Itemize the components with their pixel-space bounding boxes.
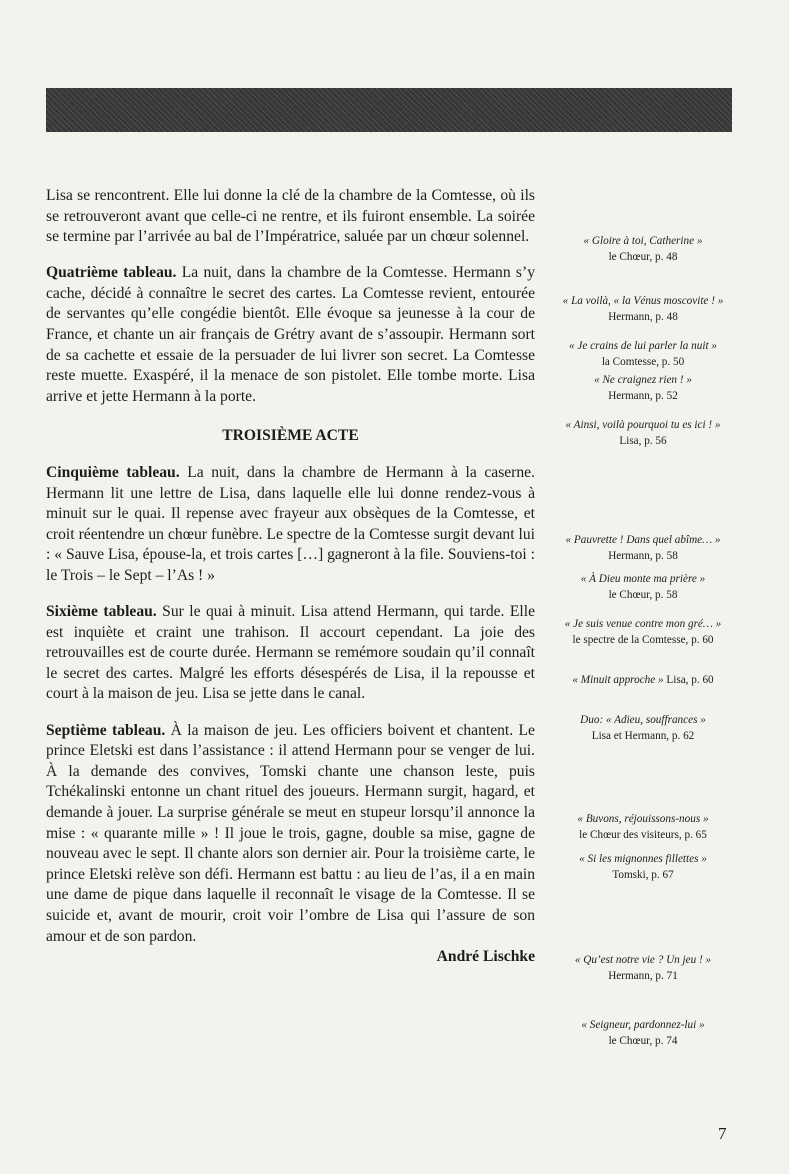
margin-note [540,233,746,265]
header-banner [46,88,732,132]
synopsis-text [46,186,535,968]
tableau-7-text: À la maison de jeu. Les officiers boivent et chantent. Le prince Eletski est dans l’assistance : il attend Hermann pour se venger de lui. À la demande des convives, Tomski chante une chanson leste, puis Tchékalinski entonne un chant rituel des joueurs. Hermann surgit, hagard, et demande à jouer. La surprise générale se meut en stupeur lorsqu’il annonce la mise : « quarante mille » ! Il joue le trois, gagne, double sa mise, gagne de nouveau avec le sept. Il chante alors son dernier air. Pour la troisième carte, le prince Eletski relève son défi. Hermann est battu : au lieu de l’as, il a en main une dame de pique dans laquelle il reconnaît le visage de la Comtesse. Il se suicide et, avant de mourir, croit voir l’ombre de Lisa qui l’assure de son amour et de son pardon. [46,721,535,945]
note-quote: « Gloire à toi, Catherine » [583,235,703,247]
tableau-5-paragraph [46,463,535,587]
tableau-4-text: La nuit, dans la chambre de la Comtesse. Hermann s’y cache, décidé à connaître le secret des cartes. La Comtesse revient, entourée de servantes qu’elle congédie bientôt. Elle évoque sa jeunesse à la cour de France, et chante un air français de Grétry avant de s’assoupir. Hermann sort de sa cachette et essaie de la persuader de lui livrer son secret. La Comtesse reste muette. Exaspéré, il la menace de son pistolet. Elle tombe morte. Lisa arrive et jette Hermann à la porte. [46,264,535,405]
note-attribution: Hermann, p. 58 [608,550,678,562]
note-quote: Duo: « Adieu, souffrances » [580,714,706,726]
intro-paragraph: Lisa se rencontrent. Elle lui donne la clé de la chambre de la Comtesse, où ils se retrouveront avant que celle-ci ne rentre, et ils fuiront ensemble. La soirée se termine par l’arrivée au bal de l’Impératrice, saluée par un chœur solennel. [46,187,535,246]
note-attribution: Lisa, p. 60 [663,674,714,686]
tableau-6-text: Sur le quai à minuit. Lisa attend Hermann, qui tarde. Elle est inquiète et craint une trahison. Il accourt cependant. La joie des retrouvailles est de courte durée. Hermann se remémore soudain qu’il connaît le secret des cartes. Malgré les efforts désespérés de Lisa, il la repousse et court à la maison de jeu. Lisa se jette dans le canal. [46,603,536,703]
tableau-5-text: La nuit, dans la chambre de Hermann à la caserne. Hermann lit une lettre de Lisa, dans laquelle elle lui donne rendez-vous à minuit sur le quai. Il repense avec frayeur aux obsèques de la Comtesse, et croit réentendre un chœur funèbre. Le spectre de la Comtesse surgit devant lui : « Sauve Lisa, épouse-la, et trois cartes […] gagneront à la file. Souviens-toi : le Trois – le Sept – l’As ! » [46,464,535,584]
tableau-4-paragraph [46,263,535,407]
note-quote: « Ne craignez rien ! » [594,374,692,386]
tableau-5-title: Cinquième tableau. [46,464,180,482]
margin-note [540,851,746,883]
note-quote: « Qu’est notre vie ? Un jeu ! » [574,954,712,966]
margin-note [540,417,746,449]
note-attribution: le Chœur, p. 74 [608,1035,678,1047]
margin-note [540,672,746,688]
note-attribution: Lisa, p. 56 [619,435,667,447]
margin-note [540,811,746,843]
note-attribution: le Chœur des visiteurs, p. 65 [579,829,707,841]
tableau-6-paragraph [46,602,535,705]
margin-note [540,952,746,984]
note-attribution: Lisa et Hermann, p. 62 [591,730,695,742]
margin-note [540,616,746,648]
note-quote: « Je suis venue contre mon gré… » [564,618,722,630]
margin-note [540,338,746,370]
note-quote: « Buvons, réjouissons-nous » [577,813,709,825]
margin-note [540,372,746,404]
margin-note [540,293,746,325]
note-quote: « Seigneur, pardonnez-lui » [581,1019,705,1031]
note-attribution: Hermann, p. 71 [608,970,678,982]
act-heading: TROISIÈME ACTE [222,427,359,445]
margin-note [540,1017,746,1049]
page-number: 7 [718,1124,727,1143]
note-quote: « Je crains de lui parler la nuit » [569,340,717,352]
note-quote: « À Dieu monte ma prière » [580,573,706,585]
note-quote: « Pauvrette ! Dans quel abîme… » [565,534,721,546]
tableau-7-paragraph [46,721,535,948]
tableau-6-title: Sixième tableau. [46,603,157,621]
note-attribution: Hermann, p. 48 [608,311,678,323]
note-attribution: le spectre de la Comtesse, p. 60 [572,634,714,646]
tableau-4-title: Quatrième tableau. [46,264,177,282]
margin-note [540,532,746,564]
note-attribution: Hermann, p. 52 [608,390,678,402]
margin-note [540,571,746,603]
note-quote: « Ainsi, voilà pourquoi tu es ici ! » [565,419,721,431]
note-attribution: la Comtesse, p. 50 [601,356,685,368]
note-quote: « La voilà, « la Vénus moscovite ! » [562,295,724,307]
note-attribution: Tomski, p. 67 [612,869,674,881]
note-quote: « Si les mignonnes fillettes » [579,853,707,865]
note-attribution: le Chœur, p. 58 [608,589,678,601]
margin-note [540,712,746,744]
tableau-7-title: Septième tableau. [46,721,166,739]
note-attribution: le Chœur, p. 48 [608,251,678,263]
author-signature: André Lischke [436,948,535,966]
note-quote: « Minuit approche » [572,674,664,686]
